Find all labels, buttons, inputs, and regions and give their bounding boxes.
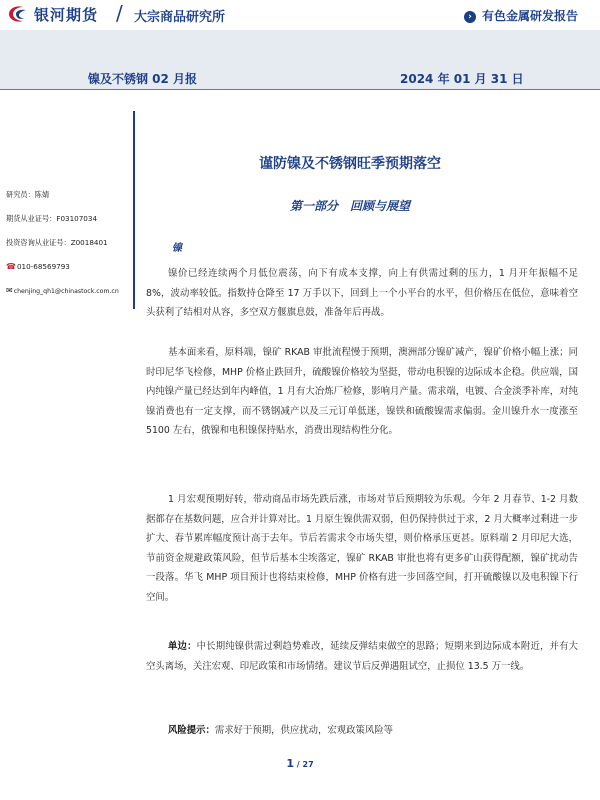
- page-number: [0, 757, 600, 770]
- risk-text: 需求好于预期，供应扰动，宏观政策风险等: [214, 725, 394, 736]
- band-underline: [0, 89, 600, 90]
- researcher-name: 研究员：陈婧: [6, 190, 50, 199]
- paragraph-fundamentals: 基本面来看，原料端，镍矿 RKAB 审批流程慢于预期，澳洲部分镍矿减产，镍矿价格小幅上涨；同时印尼华飞检修，MHP 价格止跌回升，硫酸镍价格较为坚挺，带动电积镍的边际成本企稳。供应端，国内纯镍产量已经达到年内峰值，1 月有大冶炼厂检修，影响月产量。需求端，电镀、合金淡季补库，对纯镍消费也有一定支撑，而不锈钢减产以及三元订单低迷，镍铁和硫酸镍需求偏弱。金川镍升水一度涨至 5100 左右，俄镍和电积镍保持贴水，消费出现结构性分化。: [146, 347, 578, 437]
- page-separator: /: [294, 760, 303, 769]
- strategy-label: 单边：: [168, 641, 197, 652]
- email-address[interactable]: chenjing_qh1@chinastock.com.cn: [13, 288, 119, 295]
- sidebar-divider: [133, 111, 135, 309]
- email-icon: ✉: [6, 286, 13, 295]
- phone-icon: ☎: [6, 262, 16, 271]
- phone-number: 010-68569793: [16, 262, 70, 271]
- brand-name: 银河期货: [34, 6, 99, 24]
- report-title: 谨防镍及不锈钢旺季预期落空: [259, 156, 441, 172]
- email-contact[interactable]: [6, 286, 119, 295]
- report-category: [464, 7, 578, 24]
- current-page: 1: [286, 757, 294, 770]
- page-header: [0, 0, 600, 30]
- part-heading: 第一部分 回顾与展望: [289, 199, 410, 213]
- consult-license: 投资咨询从业证号：Z0018401: [6, 238, 108, 247]
- chevron-right-icon: ›: [464, 11, 476, 23]
- report-name: 镍及不锈钢 02 月报: [88, 72, 198, 86]
- paragraph-review: 镍价已经连续两个月低位震荡，向下有成本支撑，向上有供需过剩的压力，1 月开年振幅不足 8%，波动率较低。指数持仓降至 17 万手以下，回到上一个小平台的水平，但价格压在低位，意味着空头获利了结相对从容，多空双方偃旗息鼓，准备年后再战。: [146, 268, 578, 319]
- report-category-label: 有色金属研发报告: [481, 9, 578, 23]
- section-heading: 镍: [172, 243, 182, 254]
- galaxy-futures-logo-icon: [6, 4, 32, 24]
- strategy-text: 中长期纯镍供需过剩趋势难改，延续反弹结束做空的思路；短期来到边际成本附近，并有大空头离场，关注宏观、印尼政策和市场情绪。建议节后反弹遇阻试空，止损位 13.5 万一线。: [146, 641, 578, 672]
- paragraph-strategy: [146, 637, 578, 676]
- report-date: 2024 年 01 月 31 日: [400, 72, 524, 86]
- header-divider: /: [116, 1, 123, 25]
- paragraph-risk: [146, 721, 578, 741]
- department-name: 大宗商品研究所: [134, 10, 226, 25]
- phone-contact: [6, 262, 70, 271]
- total-pages: 27: [302, 760, 314, 769]
- risk-label: 风险提示：: [168, 725, 215, 736]
- paragraph-outlook: 1 月宏观预期好转，带动商品市场先跌后涨，市场对节后预期较为乐观。今年 2 月春节、1-2 月数据都存在基数问题，应合并计算对比。1 月原生镍供需双弱，但仍保持供过于求，2 月大概率过剩进一步扩大、春节累库幅度预计高于去年。节后若需求令市场失望，则价格承压更甚。原料端 2 月印尼大选，节前资金规避政策风险，但节后基本尘埃落定，镍矿 RKAB 审批也将有更多矿山获得配额，镍矿扰动告一段落。华飞 MHP 项目预计也将结束检修，MHP 价格有进一步回落空间，打开硫酸镍以及电积镍下行空间。: [146, 494, 578, 603]
- futures-license: 期货从业证号：F03107034: [6, 214, 98, 223]
